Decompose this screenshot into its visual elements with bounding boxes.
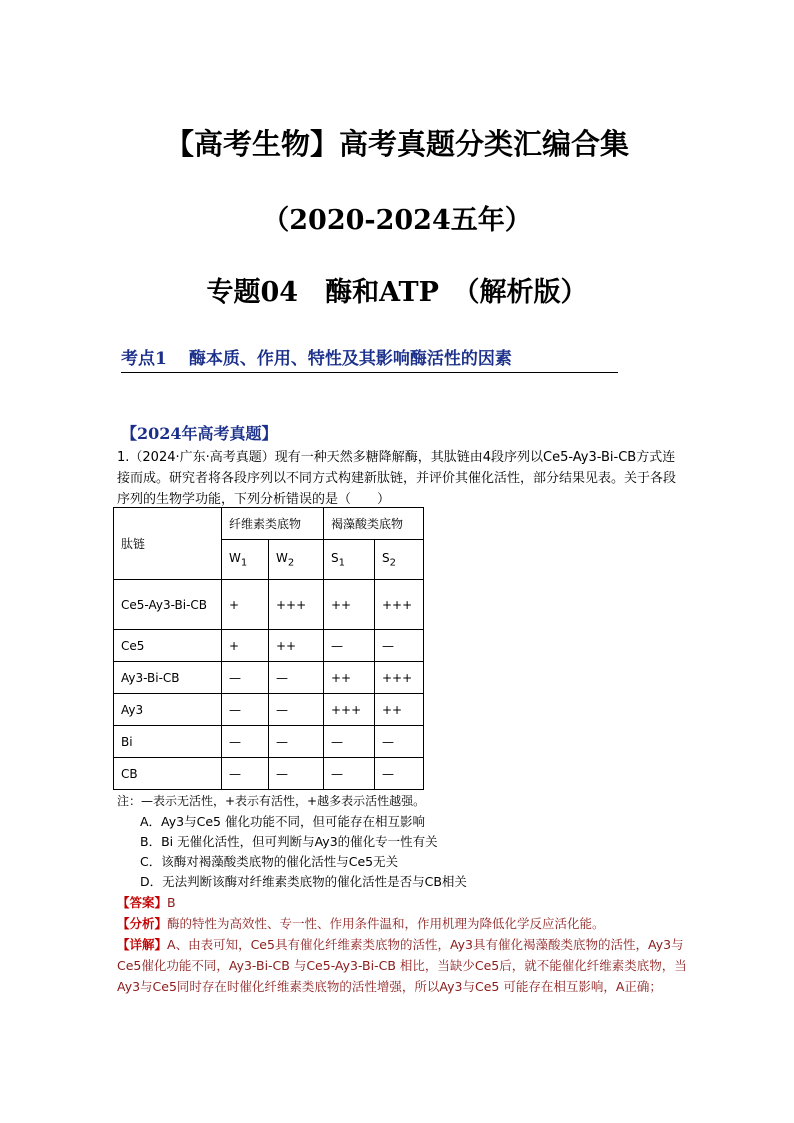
header-s2: $S_2$ xyxy=(375,540,424,580)
cell-w1: — xyxy=(222,662,269,694)
row-name: Ce5-Ay3-Bi-CB xyxy=(114,580,222,630)
option-d: D．无法判断该酶对纤维素类底物的催化活性是否与CB相关 xyxy=(140,874,467,889)
cell-s2: +++ xyxy=(375,580,424,630)
header-s1: $S_1$ xyxy=(324,540,375,580)
table-row xyxy=(114,758,424,790)
analysis-line xyxy=(117,913,687,934)
header-cellulose: 纤维素类底物 xyxy=(222,508,324,540)
cell-s2: — xyxy=(375,630,424,662)
question-stem: 1.（2024·广东·高考真题）现有一种天然多糖降解酶，其肽链由4段序列以Ce5-Ay3-Bi-CB方式连接而成。研究者将各段序列以不同方式构建新肽链，并评价其催化活性，部分结果见表。关于各段序列的生物学功能，下列分析错误的是（ ） xyxy=(117,450,677,507)
row-name: Ay3-Bi-CB xyxy=(114,662,222,694)
cell-s2: ++ xyxy=(375,694,424,726)
cell-w2: — xyxy=(269,694,324,726)
cell-w1: — xyxy=(222,694,269,726)
cell-s1: ++ xyxy=(324,580,375,630)
cell-w2: — xyxy=(269,662,324,694)
cell-w2: — xyxy=(269,726,324,758)
table-note: 注：—表示无活性，+表示有活性，+越多表示活性越强。 xyxy=(117,794,426,808)
header-w1: $W_1$ xyxy=(222,540,269,580)
answer-options xyxy=(140,812,467,892)
cell-w2: ++ xyxy=(269,630,324,662)
answer-tag: 【答案】 xyxy=(117,895,168,910)
kaodian-text: 酶本质、作用、特性及其影响酶活性的因素 xyxy=(188,349,512,369)
document-title: 【高考生物】高考真题分类汇编合集 xyxy=(164,127,629,161)
document-years: （2020-2024五年） xyxy=(262,205,532,236)
analysis-text: 酶的特性为高效性、专一性、作用条件温和，作用机理为降低化学反应活化能。 xyxy=(167,916,605,931)
cell-s2: — xyxy=(375,758,424,790)
explain-line xyxy=(117,934,687,997)
cell-w1: + xyxy=(222,580,269,630)
cell-w1: + xyxy=(222,630,269,662)
table-row xyxy=(114,630,424,662)
option-b: B．Bi 无催化活性，但可判断与Ay3的催化专一性有关 xyxy=(140,834,438,849)
results-table xyxy=(113,507,424,790)
cell-s1: ++ xyxy=(324,662,375,694)
row-name: Bi xyxy=(114,726,222,758)
table-row xyxy=(114,580,424,630)
explain-text: A、由表可知，Ce5具有催化纤维素类底物的活性，Ay3具有催化褐藻酸类底物的活性，Ay3与Ce5催化功能不同，Ay3-Bi-CB 与Ce5-Ay3-Bi-CB 相比，当缺少Ce5后，就不能催化纤维素类底物，当Ay3与Ce5同时存在时催化纤维素类底物的活性增强，所以Ay3与Ce5 可能存在相互影响，A正确； xyxy=(117,937,687,994)
header-alginate: 褐藻酸类底物 xyxy=(324,508,424,540)
answer-line xyxy=(117,892,687,913)
cell-s2: — xyxy=(375,726,424,758)
cell-s1: +++ xyxy=(324,694,375,726)
option-c: C．该酶对褐藻酸类底物的催化活性与Ce5无关 xyxy=(140,854,399,869)
header-w2: $W_2$ xyxy=(269,540,324,580)
cell-w1: — xyxy=(222,758,269,790)
explain-tag: 【详解】 xyxy=(117,937,168,952)
answer-value: B xyxy=(167,895,176,910)
analysis-tag: 【分析】 xyxy=(117,916,168,931)
header-peptide: 肽链 xyxy=(114,508,222,580)
document-topic: 专题04 酶和ATP （解析版） xyxy=(206,277,588,308)
row-name: CB xyxy=(114,758,222,790)
cell-w2: — xyxy=(269,758,324,790)
table-row xyxy=(114,726,424,758)
cell-w2: +++ xyxy=(269,580,324,630)
row-name: Ce5 xyxy=(114,630,222,662)
section-year-heading: 【2024年高考真题】 xyxy=(121,424,278,443)
table-row xyxy=(114,662,424,694)
row-name: Ay3 xyxy=(114,694,222,726)
cell-s1: — xyxy=(324,726,375,758)
cell-s1: — xyxy=(324,630,375,662)
option-a: A．Ay3与Ce5 催化功能不同，但可能存在相互影响 xyxy=(140,814,425,829)
cell-s2: +++ xyxy=(375,662,424,694)
cell-s1: — xyxy=(324,758,375,790)
table-row xyxy=(114,694,424,726)
kaodian-heading xyxy=(121,344,618,373)
cell-w1: — xyxy=(222,726,269,758)
kaodian-number: 考点1 xyxy=(121,349,167,369)
answer-section xyxy=(117,892,687,997)
